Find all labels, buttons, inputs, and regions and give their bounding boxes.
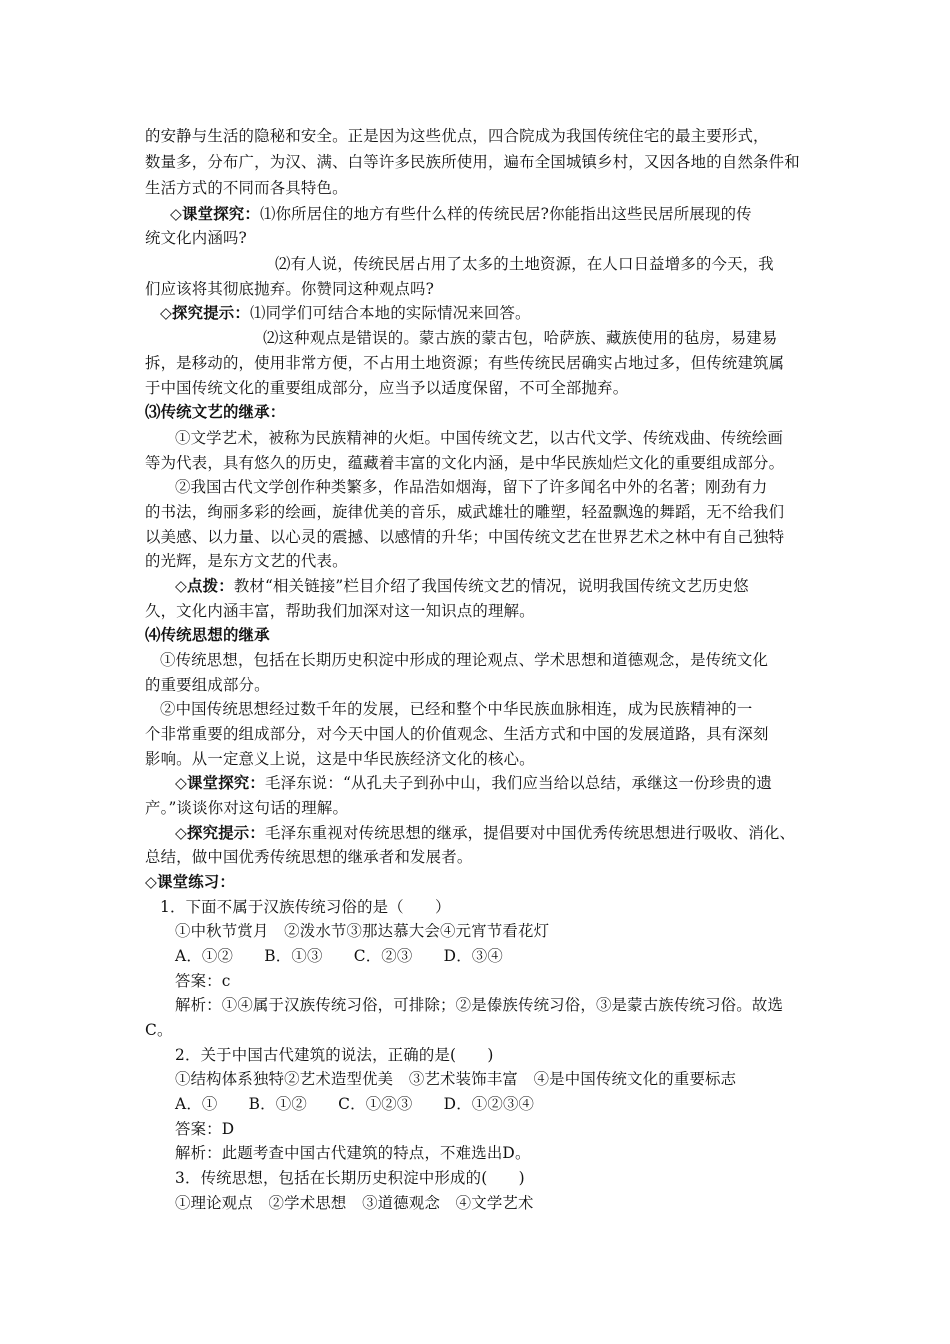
text-line: 拆，是移动的，使用非常方便，不占用土地资源；有些传统民居确实占地过多，但传统建筑属	[145, 354, 785, 372]
answer: 答案：c	[175, 972, 231, 990]
text-line: ◇探究提示：⑴同学们可结合本地的实际情况来回答。	[160, 304, 531, 322]
section-label: ◇点拨：	[175, 577, 234, 595]
answer-choices: A．① B．①② C．①②③ D．①②③④	[175, 1095, 535, 1113]
text-line: 生活方式的不同而各具特色。	[145, 179, 348, 197]
text-line: 产。”谈谈你对这句话的理解。	[145, 799, 349, 817]
section-label: ◇探究提示：	[175, 824, 265, 842]
question: 2．关于中国古代建筑的说法，正确的是( )	[175, 1046, 494, 1064]
question-options: ①结构体系独特②艺术造型优美 ③艺术装饰丰富 ④是中国传统文化的重要标志	[175, 1070, 737, 1088]
text-line: ◇点拨：教材“相关链接”栏目介绍了我国传统文艺的情况，说明我国传统文艺历史悠	[175, 577, 749, 595]
text-line: ◇探究提示：毛泽东重视对传统思想的继承，提倡要对中国优秀传统思想进行吸收、消化、	[175, 824, 796, 842]
text-line: 个非常重要的组成部分，对今天中国人的价值观念、生活方式和中国的发展道路，具有深刻	[145, 725, 769, 743]
text-line: ⑵这种观点是错误的。蒙古族的蒙古包，哈萨族、藏族使用的毡房，易建易	[263, 329, 778, 347]
text-line: 总结，做中国优秀传统思想的继承者和发展者。	[145, 848, 473, 866]
text-line: 以美感、以力量、以心灵的震撼、以感情的升华；中国传统文艺在世界艺术之林中有自己独特	[145, 528, 785, 546]
section-heading: ⑷传统思想的继承	[145, 626, 270, 644]
text-line: ⑵有人说，传统民居占用了太多的土地资源，在人口日益增多的今天，我	[275, 255, 774, 273]
text-line: ①传统思想，包括在长期历史积淀中形成的理论观点、学术思想和道德观念，是传统文化	[160, 651, 769, 669]
text-line: 们应该将其彻底抛弃。你赞同这种观点吗?	[145, 280, 435, 298]
text-line: 的光辉，是东方文艺的代表。	[145, 552, 348, 570]
analysis: 解析：①④属于汉族传统习俗，可排除；②是傣族传统习俗，③是蒙古族传统习俗。故选	[175, 996, 784, 1014]
text-line: 影响。从一定意义上说，这是中华民族经济文化的核心。	[145, 750, 535, 768]
section-label: ◇课堂探究：	[170, 205, 260, 223]
text-line: 于中国传统文化的重要组成部分，应当予以适度保留，不可全部抛弃。	[145, 379, 629, 397]
text-line: 的安静与生活的隐秘和安全。正是因为这些优点，四合院成为我国传统住宅的最主要形式，	[145, 127, 769, 145]
text-line: ①文学艺术，被称为民族精神的火炬。中国传统文艺，以古代文学、传统戏曲、传统绘画	[175, 429, 784, 447]
text-line: ◇课堂探究：毛泽东说：“从孔夫子到孙中山，我们应当给以总结，承继这一份珍贵的遗	[175, 774, 772, 792]
text-line: 等为代表，具有悠久的历史，蕴藏着丰富的文化内涵，是中华民族灿烂文化的重要组成部分。	[145, 454, 785, 472]
question: 3．传统思想，包括在长期历史积淀中形成的( )	[175, 1169, 525, 1187]
text-line: 数量多，分布广，为汉、满、白等许多民族所使用，遍布全国城镇乡村，又因各地的自然条件和	[145, 153, 800, 171]
question-options: ①中秋节赏月 ②泼水节③那达慕大会④元宵节看花灯	[175, 922, 550, 940]
text-line: C。	[145, 1021, 173, 1039]
section-heading: ⑶传统文艺的继承：	[145, 403, 286, 421]
text-line: 统文化内涵吗?	[145, 229, 247, 247]
answer: 答案：D	[175, 1120, 235, 1138]
text-line: ◇课堂探究：⑴你所居住的地方有些什么样的传统民居?你能指出这些民居所展现的传	[170, 205, 752, 223]
section-label: ◇课堂探究：	[175, 774, 265, 792]
section-label: ◇探究提示：	[160, 304, 250, 322]
question-options: ①理论观点 ②学术思想 ③道德观念 ④文学艺术	[175, 1194, 534, 1212]
section-heading: ◇课堂练习：	[145, 873, 235, 891]
text-line: ②我国古代文学创作种类繁多，作品浩如烟海，留下了许多闻名中外的名著；刚劲有力	[175, 478, 768, 496]
text-line: 的书法，绚丽多彩的绘画，旋律优美的音乐，威武雄壮的雕塑，轻盈飘逸的舞蹈，无不给我们	[145, 503, 785, 521]
analysis: 解析：此题考查中国古代建筑的特点，不难选出D。	[175, 1144, 531, 1162]
text-line: 的重要组成部分。	[145, 676, 270, 694]
text-line: ②中国传统思想经过数千年的发展，已经和整个中华民族血脉相连，成为民族精神的一	[160, 700, 753, 718]
question: 1．下面不属于汉族传统习俗的是（ ）	[160, 898, 451, 916]
text-line: 久，文化内涵丰富，帮助我们加深对这一知识点的理解。	[145, 602, 535, 620]
answer-choices: A．①② B．①③ C．②③ D．③④	[175, 947, 503, 965]
